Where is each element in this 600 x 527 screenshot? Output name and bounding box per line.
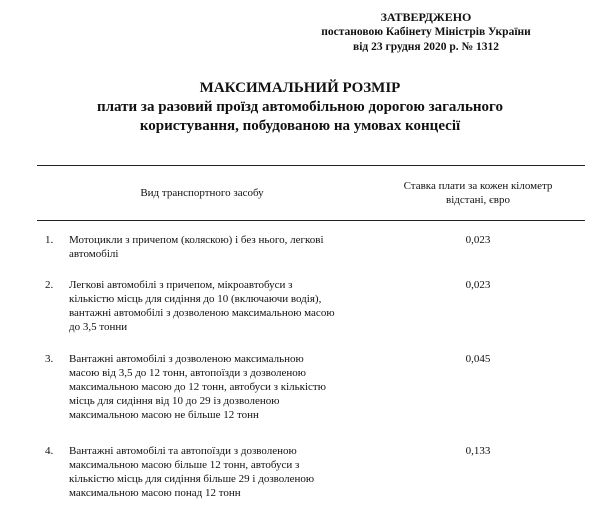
title-subtitle-line2: користування, побудованою на умовах концесії: [139, 118, 461, 134]
row-description-line: максимальною масою більше 12 тонн, автобуси з: [69, 459, 300, 471]
row-number: 2.: [45, 279, 54, 291]
row-description-line: кількістю місць для сидіння більше 29 і дозволеною: [69, 473, 315, 485]
row-description-line: масою від 3,5 до 12 тонн, автопоїзди з дозволеною: [69, 367, 307, 379]
approval-stamp: [300, 10, 552, 55]
column-header-vehicle-type-label: Вид транспортного засобу: [140, 187, 264, 199]
row-number: 1.: [45, 234, 54, 246]
column-header-rate-line2: відстані, євро: [446, 194, 510, 206]
row-number: 3.: [45, 353, 54, 365]
row-rate: 0,045: [465, 353, 491, 365]
row-description-line: максимальною масою до 12 тонн, автобуси з кількістю: [69, 381, 326, 393]
column-header-rate: [376, 166, 580, 220]
row-description-line: Мотоцикли з причепом (коляскою) і без нього, легкові: [69, 234, 324, 246]
title-subtitle-line1: плати за разовий проїзд автомобільною дорогою загального: [97, 99, 503, 115]
row-description: [69, 444, 389, 500]
table-header-rule: [37, 220, 585, 221]
row-rate: 0,133: [465, 445, 491, 457]
row-rate: 0,023: [465, 234, 491, 246]
title-main: МАКСИМАЛЬНИЙ РОЗМІР: [199, 80, 401, 96]
row-description-line: максимальною масою понад 12 тонн: [69, 487, 241, 499]
row-description-line: автомобілі: [69, 248, 119, 260]
document-title: [40, 79, 560, 136]
row-description: [69, 233, 389, 261]
row-description-line: вантажні автомобілі з дозволеною максимальною масою: [69, 307, 335, 319]
approval-heading: ЗАТВЕРДЖЕНО: [380, 10, 472, 24]
row-description: [69, 278, 389, 334]
approval-date: від 23 грудня 2020 р. № 1312: [353, 41, 499, 53]
row-rate: 0,023: [465, 279, 491, 291]
column-header-rate-line1: Ставка плати за кожен кілометр: [403, 180, 553, 192]
row-description-line: до 3,5 тонни: [69, 321, 128, 333]
row-description-line: Вантажні автомобілі та автопоїзди з дозволеною: [69, 445, 297, 457]
row-number: 4.: [45, 445, 54, 457]
row-description-line: максимальною масою не більше 12 тонн: [69, 409, 259, 421]
row-description-line: місць для сидіння від 10 до 29 із дозволеною: [69, 395, 280, 407]
column-header-vehicle-type: [37, 166, 367, 220]
row-description: [69, 352, 389, 422]
row-description-line: Легкові автомобілі з причепом, мікроавтобуси з: [69, 279, 293, 291]
approval-resolution: постановою Кабінету Міністрів України: [321, 26, 531, 38]
row-description-line: кількістю місць для сидіння до 10 (включаючи водія),: [69, 293, 322, 305]
row-description-line: Вантажні автомобілі з дозволеною максимальною: [69, 353, 304, 365]
